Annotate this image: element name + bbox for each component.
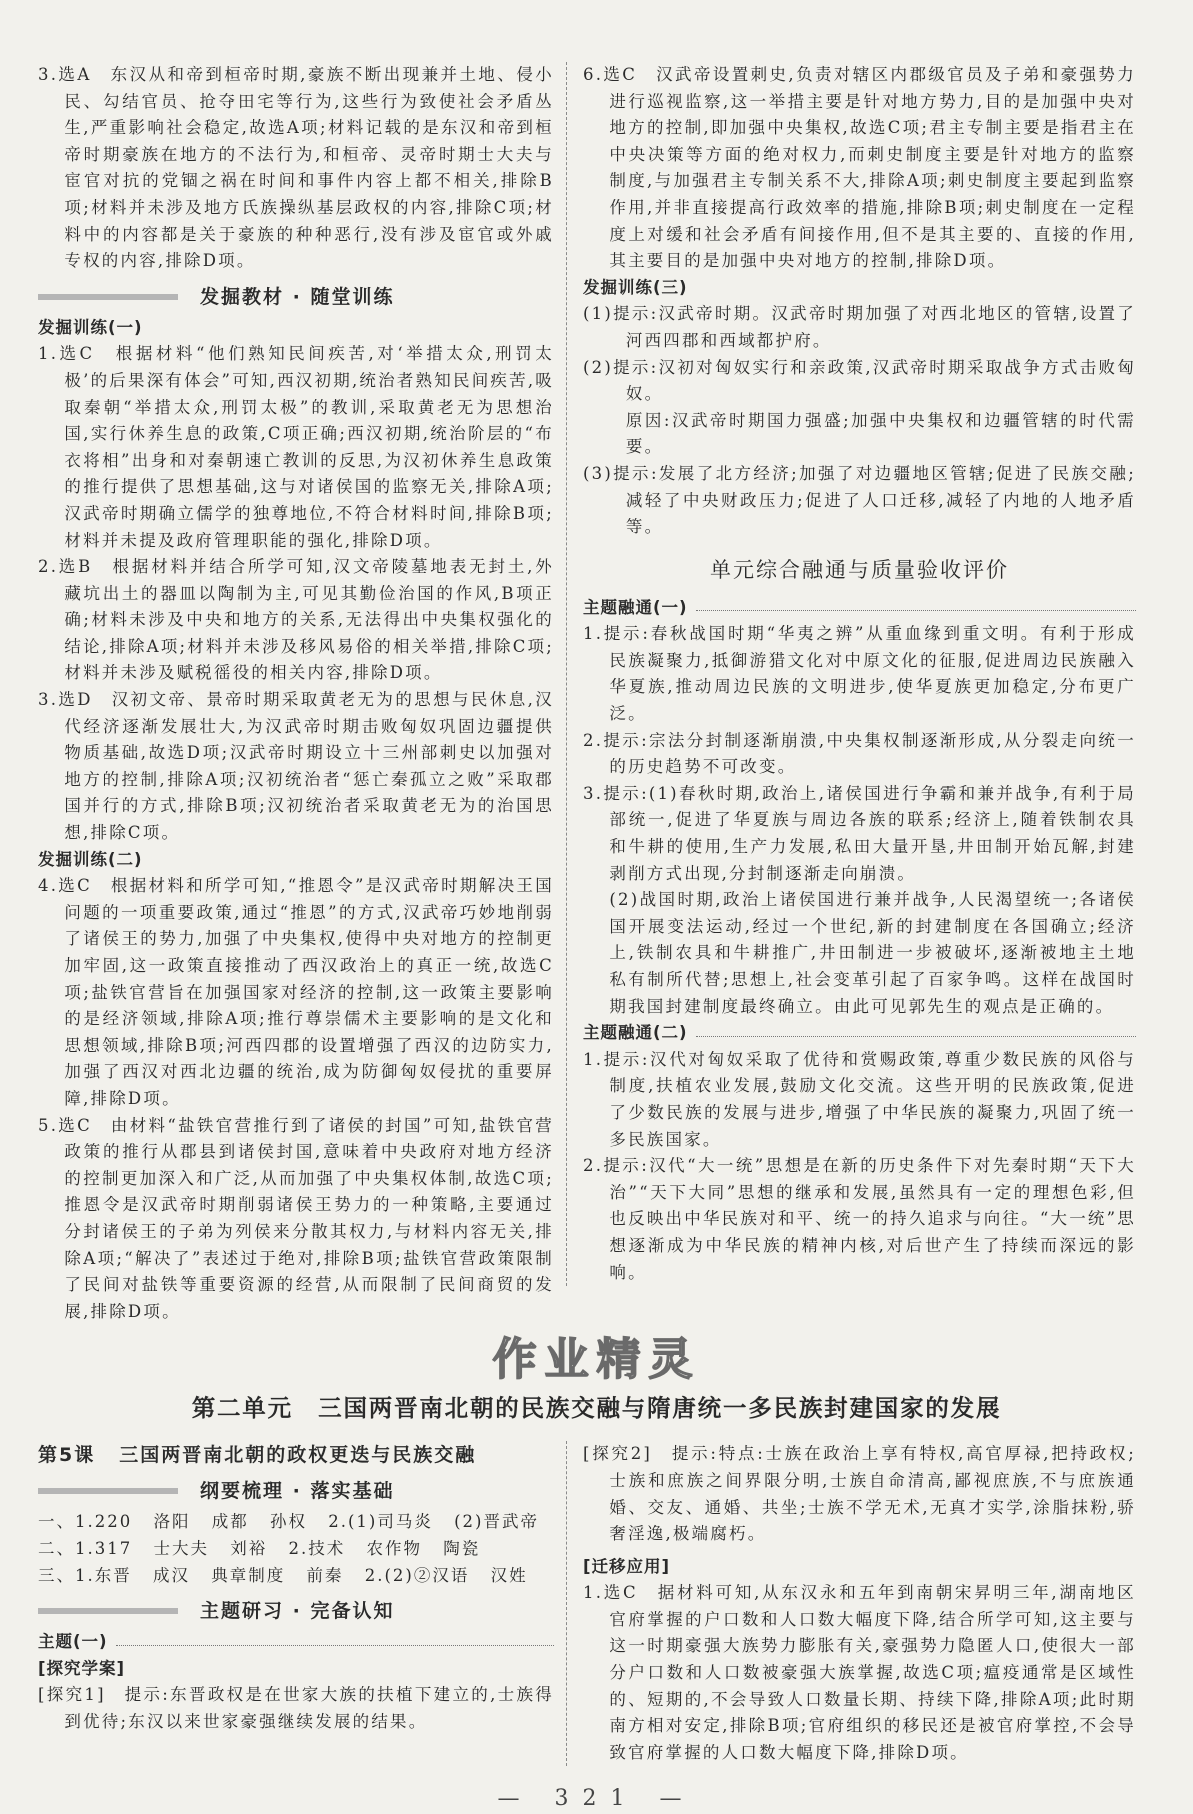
theme-title-text: 主题融通(二)	[583, 1023, 688, 1043]
drill-title: 发掘训练(三)	[583, 277, 688, 297]
answer-item: 3.选A 东汉从和帝到桓帝时期,豪族不断出现兼并土地、侵小民、勾结官员、抢夺田宅等行为,这些行为致使社会矛盾丛生,严重影响社会稳定,故选A项;材料记载的是东汉和帝到桓帝时期豪族在地方的不法行为,和桓帝、灵帝时期士大夫与宦官对抗的党锢之祸在时间和事件内容上都不相关,排除B项;材料并未涉及地方氏族操纵基层政权的内容,排除C项;材料中的内容都是关于豪族的种种恶行,没有涉及宦官或外戚专权的内容,排除D项。	[38, 65, 554, 271]
dotted-rule	[116, 1645, 554, 1646]
left-column	[38, 62, 554, 1325]
heading-bar	[38, 1488, 178, 1494]
answer-item: 1.选C 根据材料“他们熟知民间疾苦,对‘举措太众,刑罚太极’的后果深有体会”可知,西汉初期,统治者熟知民间疾苦,吸取秦朝“举措太众,刑罚太极”的教训,采取黄老无为思想治国,实行休养生息的政策,C项正确;西汉初期,统治阶层的“布衣将相”出身和对秦朝速亡教训的反思,为汉初休养生息政策的推行提供了思想基础,这与对诸侯国的监察无关,排除A项;汉武帝时期确立儒学的独尊地位,不符合材料时间,排除B项;材料并未提及政府管理职能的强化,排除D项。	[38, 344, 554, 550]
page-number: — 321 —	[497, 1786, 696, 1812]
top-section	[0, 62, 1193, 1325]
bottom-section	[0, 1441, 1193, 1766]
watermark: 作业精灵	[492, 1334, 701, 1386]
answer-item: 1.提示:汉代对匈奴采取了优待和赏赐政策,尊重少数民族的风俗与制度,扶植农业发展,鼓励文化交流。这些开明的民族政策,促进了少数民族的发展与进步,增强了中华民族的凝聚力,巩固了统一多民族国家。	[583, 1049, 1136, 1149]
answer-item: 2.提示:汉代“大一统”思想是在新的历史条件下对先秦时期“天下大治”“天下大同”思想的继承和发展,虽然具有一定的理想色彩,但也反映出中华民族对和平、统一的持久追求与向往。“大一统”思想逐渐成为中华民族的精神内核,对后世产生了持续而深远的影响。	[583, 1156, 1136, 1282]
theme-title	[583, 595, 1136, 622]
dotted-rule	[696, 610, 1136, 611]
dotted-rule	[696, 1036, 1136, 1037]
heading-bar	[38, 294, 178, 300]
answer-item: (2)提示:汉初对匈奴实行和亲政策,汉武帝时期采取战争方式击败匈奴。	[583, 357, 1136, 404]
right-column-bottom	[566, 1441, 1136, 1766]
answer-item: (3)提示:发展了北方经济;加强了对边疆地区管辖;促进了民族交融;减轻了中央财政压力;促进了人口迁移,减轻了内地的人地矛盾等。	[583, 463, 1136, 537]
section-title: 发掘教材 · 随堂训练	[200, 285, 395, 308]
right-column	[566, 62, 1136, 1286]
transfer-title: [迁移应用]	[583, 1556, 671, 1576]
answer-item: [探究2] 提示:特点:士族在政治上享有特权,高官厚禄,把持政权;士族和庶族之间界限分明,士族自命清高,鄙视庶族,不与庶族通婚、交友、通婚、共坐;士族不学无术,无真才实学,涂脂抹粉,骄奢淫逸,极端腐朽。	[583, 1444, 1136, 1544]
answer-item: 6.选C 汉武帝设置刺史,负责对辖区内郡级官员及子弟和豪强势力进行巡视监察,这一举措主要是针对地方势力,目的是加强中央对地方的控制,即加强中央集权,故选C项;君主专制主要是指君主在中央决策等方面的绝对权力,而刺史制度主要是针对地方的监察制度,与加强君主专制关系不大,排除A项;刺史制度主要起到监察作用,并非直接提高行政效率的措施,排除B项;刺史制度在一定程度上对缓和社会矛盾有间接作用,但不是其主要的、直接的作用,其主要目的是加强中央对地方的控制,排除D项。	[583, 65, 1136, 271]
theme-title	[583, 1020, 1136, 1047]
answer-line: 二、1.317 士大夫 刘裕 2.技术 农作物 陶瓷	[38, 1538, 481, 1558]
section-heading	[38, 283, 554, 311]
unit-eval-title: 单元综合融通与质量验收评价	[710, 557, 1009, 582]
section-heading	[38, 1597, 554, 1625]
answer-line: 一、1.220 洛阳 成都 孙权 2.(1)司马炎 (2)晋武帝	[38, 1512, 539, 1532]
answer-item-continued: (2)战国时期,政治上诸侯国进行兼并战争,人民渴望统一;各诸侯国开展变法运动,经过一个世纪,新的封建制度在各国确立;经济上,铁制农具和牛耕推广,井田制进一步被破坏,逐渐被地主土地私有制所代替;思想上,社会变革引起了百家争鸣。这样在战国时期我国封建制度最终确立。由此可见郭先生的观点是正确的。	[609, 890, 1136, 1016]
answer-item: [探究1] 提示:东晋政权是在世家大族的扶植下建立的,士族得到优待;东汉以来世家豪强继续发展的结果。	[38, 1685, 554, 1731]
drill-title: 发掘训练(二)	[38, 849, 143, 869]
heading-bar	[38, 1608, 178, 1614]
case-title: [探究学案]	[38, 1658, 126, 1678]
unit-title: 第二单元 三国两晋南北朝的民族交融与隋唐统一多民族封建国家的发展	[191, 1394, 1002, 1423]
answer-item: 3.选D 汉初文帝、景帝时期采取黄老无为的思想与民休息,汉代经济逐渐发展壮大,为汉武帝时期击败匈奴巩固边疆提供物质基础,故选D项;汉武帝时期设立十三州部刺史以加强对地方的控制,排除A项;汉初统治者“惩亡秦孤立之败”采取郡国并行的方式,排除B项;汉初统治者采取黄老无为的治国思想,排除C项。	[38, 690, 554, 843]
answer-item: 2.选B 根据材料并结合所学可知,汉文帝陵墓地表无封土,外藏坑出土的器皿以陶制为主,可见其勤俭治国的作风,B项正确;材料未涉及中央和地方的关系,无法得出中央集权强化的结论,排除A项;材料并未涉及移风易俗的相关举措,排除C项;材料并未涉及赋税徭役的相关内容,排除D项。	[38, 557, 554, 683]
answer-line: 三、1.东晋 成汉 典章制度 前秦 2.(2)②汉语 汉姓	[38, 1565, 528, 1585]
topic-title	[38, 1629, 554, 1656]
outline-answers	[38, 1509, 554, 1589]
topic-title-text: 主题(一)	[38, 1632, 108, 1652]
answer-item: 1.提示:春秋战国时期“华夷之辨”从重血缘到重文明。有利于形成民族凝聚力,抵御游猎文化对中原文化的征服,促进周边民族融入华夏族,推动周边民族的文明进步,使华夏族更加稳定,分布更广泛。	[583, 624, 1136, 724]
answer-item: 2.提示:宗法分封制逐渐崩溃,中央集权制逐渐形成,从分裂走向统一的历史趋势不可改变。	[583, 730, 1136, 777]
answer-item: 3.提示:(1)春秋时期,政治上,诸侯国进行争霸和兼并战争,有利于局部统一,促进了华夏族与周边各族的联系;经济上,随着铁制农具和牛耕的使用,生产力发展,私田大量开垦,井田制开始瓦解,封建剥削方式出现,分封制逐渐走向崩溃。	[583, 783, 1136, 883]
answer-item: 4.选C 根据材料和所学可知,“推恩令”是汉武帝时期解决王国问题的一项重要政策,通过“推恩”的方式,汉武帝巧妙地削弱了诸侯王的势力,加强了中央集权,使得中央对地方的控制更加牢固,这一政策直接推动了西汉政治上的真正一统,故选C项;盐铁官营旨在加强国家对经济的控制,这一政策主要影响的是经济领域,排除A项;推行尊崇儒术主要影响的是文化和思想领域,排除B项;河西四郡的设置增强了西汉的边防实力,加强了西汉对西北边疆的统治,成为防御匈奴侵扰的重要屏障,排除D项。	[38, 876, 554, 1108]
theme-title-text: 主题融通(一)	[583, 597, 688, 617]
drill-title: 发掘训练(一)	[38, 317, 143, 337]
lesson-name: 三国两晋南北朝的政权更迭与民族交融	[119, 1444, 477, 1467]
left-column-bottom	[38, 1441, 554, 1735]
answer-item: (1)提示:汉武帝时期。汉武帝时期加强了对西北地区的管辖,设置了河西四郡和西域都护府。	[583, 304, 1136, 350]
lesson-title	[38, 1441, 554, 1469]
answer-item: 1.选C 据材料可知,从东汉永和五年到南朝宋昇明三年,湖南地区官府掌握的户口数和人口数大幅度下降,结合所学可知,这主要与这一时期豪强大族势力膨胀有关,豪强势力隐匿人口,使很大一部分户口数和人口数被豪强大族掌握,故选C项;瘟疫通常是区域性的、短期的,不会导致人口数量长期、持续下降,排除A项;此时期南方相对安定,排除B项;官府组织的移民还是被官府掌控,不会导致官府掌握的人口数大幅度下降,排除D项。	[583, 1583, 1136, 1762]
lesson-number: 第5课	[38, 1444, 96, 1467]
section-title: 主题研习 · 完备认知	[200, 1600, 395, 1623]
answer-item: 5.选C 由材料“盐铁官营推行到了诸侯的封国”可知,盐铁官营政策的推行从郡县到诸侯封国,意味着中央政府对地方经济的控制更加深入和广泛,从而加强了中央集权体制,故选C项;推恩令是汉武帝时期削弱诸侯王势力的一种策略,主要通过分封诸侯王的子弟为列侯来分散其权力,与材料内容无关,排除A项;“解决了”表述过于绝对,排除B项;盐铁官营政策限制了民间对盐铁等重要资源的经营,从而限制了民间商贸的发展,排除D项。	[38, 1115, 554, 1321]
section-title: 纲要梳理 · 落实基础	[200, 1480, 395, 1503]
answer-reason: 原因:汉武帝时期国力强盛;加强中央集权和边疆管辖的时代需要。	[625, 410, 1136, 457]
section-heading	[38, 1477, 554, 1505]
